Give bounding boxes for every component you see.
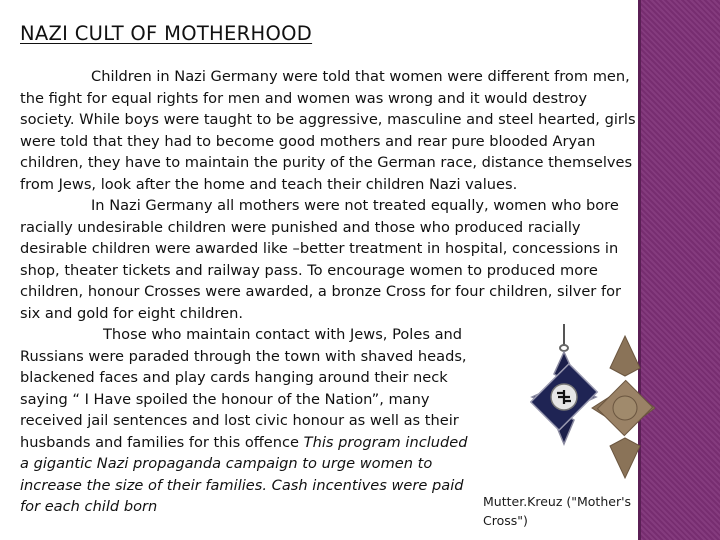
text-line: Children in Nazi Germany were told that women were different from men, <box>91 68 630 85</box>
text-line: a gigantic Nazi propaganda campaign to urge women to <box>20 455 433 472</box>
text-segment: husbands and families for this offence <box>20 433 300 451</box>
text-line: the fight for equal rights for men and women was wrong and it would destroy <box>20 89 588 107</box>
text-line: society. While boys were taught to be aggressive, masculine and steel hearted, girls <box>20 111 636 128</box>
text-line: from Jews, look after the home and teach their children Nazi values. <box>20 175 518 193</box>
text-line: increase the size of their families. Cash incentives were paid <box>20 476 464 494</box>
text-line: desirable children were awarded like –better treatment in hospital, concessions in <box>20 240 619 257</box>
text-line: saying “ I Have spoiled the honour of the Nation”, many <box>20 390 430 408</box>
italic-segment: This program included <box>303 433 468 451</box>
image-caption <box>483 492 631 530</box>
text-line: six and gold for eight children. <box>20 304 243 322</box>
text-line: In Nazi Germany all mothers were not treated equally, women who bore <box>91 197 619 214</box>
caption-line: Mutter.Kreuz ("Mother's <box>483 494 632 509</box>
text-line: received jail sentences and lost civic honour as well as their <box>20 412 459 429</box>
text-line: racially undesirable children were punished and those who produced racially <box>20 218 581 236</box>
text-line: for each child born <box>20 498 158 515</box>
text-line: children, they have to maintain the purity of the German race, distance themselves <box>20 154 633 171</box>
text-line: were told that they had to become good mothers and rear pure blooded Aryan <box>20 132 596 150</box>
text-line: blackened faces and play cards hanging around their neck <box>20 369 448 386</box>
text-line: Those who maintain contact with Jews, Poles and <box>103 326 463 343</box>
mother-cross-medals-image <box>530 322 655 480</box>
text-line: Russians were paraded through the town with shaved heads, <box>20 347 467 365</box>
page-title: NAZI CULT OF MOTHERHOOD <box>20 22 313 45</box>
caption-line: Cross") <box>483 513 528 528</box>
bronze-cross-medal <box>592 336 655 478</box>
text-line: children, honour Crosses were awarded, a bronze Cross for four children, silver for <box>20 283 622 300</box>
dark-cross-medal <box>531 324 597 444</box>
text-line: shop, theater tickets and railway pass. To encourage women to produced more <box>20 261 598 279</box>
